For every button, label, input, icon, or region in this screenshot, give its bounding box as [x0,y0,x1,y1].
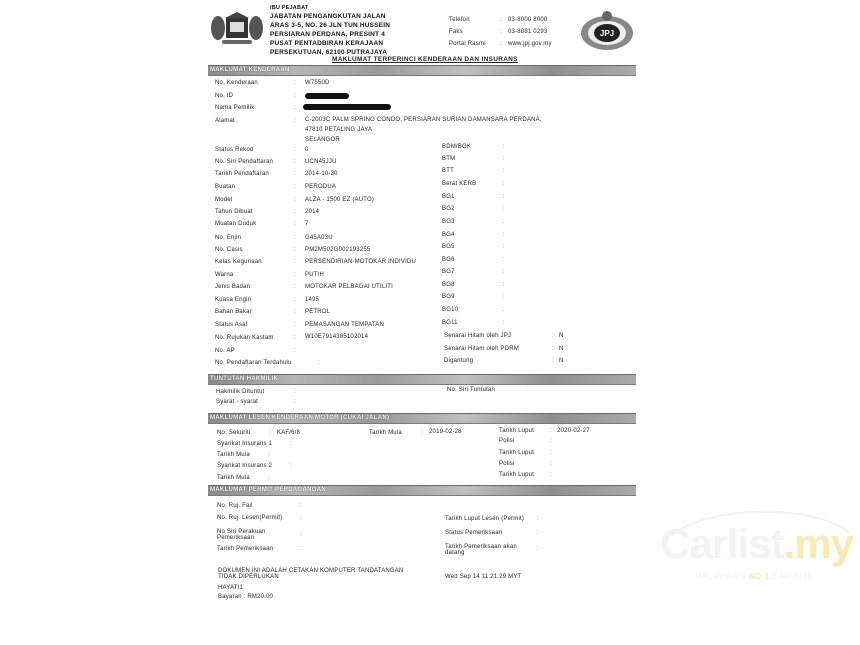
roadtax-expiry-date: 2020-02-27 [557,428,590,434]
field-label: Buatan [215,184,236,190]
field-value: PERSENDIRIAN-MOTOKAR INDIVIDU [305,259,417,265]
section-title: MAKLUMAT PERMIT PERDAGANGAN [210,487,326,493]
contact-value: www.jpj.gov.my [508,41,552,47]
suspended-value: N [559,358,564,364]
field-label: No. ID [215,93,234,99]
tagline-suffix: CAR SITE [772,572,814,581]
colon: : [290,441,292,447]
field-label: No. Siri Tuntutan [447,387,496,393]
field-label: Tarikh Mula [217,452,250,458]
svg-text:JPJ: JPJ [599,29,615,38]
field-label: No. Rujukan Kastam [215,335,274,341]
security-number: KAF/6/8 [277,430,301,436]
field-label: Tarikh Mula [369,430,402,436]
office-address [270,5,390,57]
colon: : [294,105,296,111]
field-value: ALZA - 1500 EZ (AUTO) [305,197,375,203]
colon: : [269,430,271,436]
roadtax-start-date: 2019-02-28 [429,429,462,435]
colon: : [503,269,505,275]
field-label: BTM [442,156,456,162]
field-label: Model [215,197,233,203]
address-line: SELANGOR [305,137,340,143]
field-label: Status Pemeriksaan [445,530,503,536]
colon: : [294,80,296,86]
field-label: BG6 [442,257,455,263]
colon: : [294,272,296,278]
office-line: IBU PEJABAT [270,5,309,11]
colon: : [300,503,302,509]
tagline-highlight: NO.1 [749,572,770,581]
colon: : [294,184,296,190]
field-label: Berat KERB [442,181,477,187]
watermark-tagline [695,572,813,581]
colon: : [294,322,296,328]
colon: : [537,516,539,522]
colon: : [552,333,554,339]
colon: : [550,450,552,456]
colon: : [294,247,296,253]
colon: : [503,181,505,187]
field-label: Syarikat Insurans 1 [217,441,273,447]
field-label: Tarikh Pemeriksaan [217,546,274,552]
field-value: MOTOKAR PELBAGAI UTILITI [305,284,394,290]
section-header-claims [208,374,636,385]
field-label: BG8 [442,282,455,288]
field-label: No. AP [215,348,235,354]
field-label: Bahan Bakar [215,309,252,315]
field-label: Nama Pemilik [215,105,255,111]
colon: : [294,348,296,354]
address-line: 47810 PETALING JAYA [305,127,373,133]
colon: : [550,428,552,434]
document-title: MAKLUMAT TERPERINCI KENDERAAN DAN INSURANS [332,56,518,63]
field-label: BG2 [442,206,455,212]
blacklist-jpj-value: N [559,333,564,339]
blacklist-pdrm-value: N [559,346,564,352]
colon: : [294,259,296,265]
watermark-brand [660,520,853,568]
field-label: No. Kenderaan [215,80,258,86]
colon: : [537,530,539,536]
field-label: No. Pendaftaran Terdahulu [215,360,292,366]
address-line: C-2003C PALM SPRING CONDO, PERSIARAN SURIAN DAMANSARA PERDANA, [305,117,542,123]
field-label: BTT [442,168,454,174]
colon: : [294,284,296,290]
footer-notice: DOKUMEN INI ADALAH CETAKAN KOMPUTER TANDATANGAN [218,568,404,574]
malaysia-coat-of-arms-icon [208,10,266,48]
tagline-prefix: MALAYSIA'S [695,572,747,581]
field-label: BG11 [442,320,458,326]
contact-value: 03-8881 0293 [508,29,548,35]
field-value: 1495 [305,297,320,303]
colon: : [537,546,539,552]
section-title: MAKLUMAT KENDERAAN [210,67,290,73]
colon: : [500,41,502,47]
field-label: Kuasa Engin [215,297,252,303]
field-value: PERODUA [305,184,337,190]
colon: : [300,532,302,538]
field-label: Tarikh Luput [499,472,535,478]
colon: : [294,221,296,227]
field-label: Syarat - syarat [216,399,259,405]
field-label: Hakmilik Dituntut [216,389,265,395]
blacklist-jpj-label: Senarai Hitam oleh JPJ [444,333,512,339]
office-line: PERSIARAN PERDANA, PRESINT 4 [270,31,386,38]
colon: : [550,472,552,478]
field-label: Muatan Duduk [215,221,257,227]
colon: : [294,335,296,341]
colon: : [550,461,552,467]
colon: : [421,430,423,436]
field-value: 0 [305,147,309,153]
field-label: Syarikat Insurans 2 [217,463,273,469]
field-label: No. Ruj. Lesen(Permit) [217,515,283,521]
colon: : [552,346,554,352]
suspended-label: Digantung [444,358,474,364]
field-label: No. Casis [215,247,243,253]
field-label: Tarikh Pendaftaran [215,171,269,177]
field-value: G45A03U [305,235,333,241]
colon: : [503,194,505,200]
footer-notice: TIDAK DIPERLUKAN [218,574,279,580]
field-label: No. Siri Pendaftaran [215,159,274,165]
colon: : [503,244,505,250]
field-label: Tarikh Pemeriksaan akan datang [445,544,517,556]
colon: : [294,209,296,215]
colon: : [294,171,296,177]
colon: : [294,235,296,241]
field-label: Tarikh Luput Lesen (Permit) [445,516,525,522]
colon: : [290,463,292,469]
section-title: MAKLUMAT LESEN KENDERAAN MOTOR (CUKAI JALAN) [210,415,390,421]
field-label: No. Sekuriti [217,430,251,436]
field-label: Polisi [499,461,515,467]
colon: : [294,399,296,405]
colon: : [503,144,505,150]
blacklist-pdrm-label: Senarai Hitam oleh PDRM [444,346,519,352]
field-label: No. Enjin [215,235,242,241]
field-value: PETROL [305,309,331,315]
field-value: UCN45JJU [305,159,337,165]
field-label: BDM/BGK [442,144,472,150]
jpj-emblem-icon [578,10,636,52]
colon: : [318,360,320,366]
field-label: BG3 [442,219,455,225]
colon: : [550,438,552,444]
field-label: Status Asal [215,322,248,328]
printed-by-user: HAYATI1 [218,585,244,591]
colon: : [503,257,505,263]
colon: : [503,156,505,162]
field-label: BG1 [442,194,455,200]
colon: : [503,307,505,313]
field-label: BG7 [442,269,455,275]
field-label: Jenis Badan [215,284,251,290]
field-label: Alamat [215,118,235,124]
section-header-permit [208,485,636,496]
field-value: 7 [305,221,309,227]
field-value: PM2M502G002193255 [305,247,371,253]
colon: : [294,118,296,124]
colon: : [294,309,296,315]
payment-amount: Bayaran : RM20.00 [218,594,274,600]
office-line: PERSEKUTUAN, 62100 PUTRAJAYA [270,49,388,56]
colon: : [503,282,505,288]
field-label: Polisi [499,438,515,444]
colon: : [500,17,502,23]
field-label: Kelas Kegunaan [215,259,262,265]
section-title: TUNTUTAN HAKMILIK [210,376,279,382]
contact-label: Telefon [449,17,470,23]
brand-main: Carlist [660,520,784,567]
field-label: BG10 [442,307,459,313]
brand-tld: .my [783,520,854,567]
redacted-id [305,93,349,99]
carlist-watermark [655,520,855,590]
colon: : [526,387,528,393]
colon: : [294,147,296,153]
office-line: ARAS 3-5, NO. 26 JLN TUN HUSSEIN [270,22,391,29]
print-timestamp: Wed Sep 14 11:21:29 MYT [445,574,522,580]
colon: : [500,29,502,35]
field-label: Tahun Dibuat [215,209,253,215]
office-line: PUSAT PENTADBIRAN KERAJAAN [270,40,384,47]
colon: : [503,232,505,238]
field-value: PUTIH [305,272,324,278]
colon: : [503,294,505,300]
field-value: 2014 [305,209,320,215]
field-label: Tarikh Luput [499,428,535,434]
colon: : [503,320,505,326]
colon: : [268,475,270,481]
field-value: 2014-10-30 [305,171,338,177]
contact-value: 03-8000 8000 [508,17,548,23]
field-value: W10E7914385102014 [305,334,369,340]
colon: : [294,297,296,303]
field-label: No Siri Perakuan Pemeriksaan [217,529,266,541]
contact-label: Faks [449,29,463,35]
field-label: BG5 [442,244,455,250]
vehicle-number: W7550D [305,80,330,86]
colon: : [552,358,554,364]
field-label: Status Rekod [215,147,254,153]
colon: : [294,389,296,395]
field-label: Tarikh Luput [499,450,535,456]
field-value: PEMASANGAN TEMPATAN [305,322,385,328]
field-label: No. Ruj. Fail [217,503,253,509]
section-header-vehicle [208,65,636,76]
redacted-owner-name [303,104,391,110]
colon: : [300,515,302,521]
colon: : [268,452,270,458]
field-label: Tarikh Mula [217,475,250,481]
office-line: JABATAN PENGANGKUTAN JALAN [270,13,386,20]
colon: : [294,93,296,99]
field-label: BG4 [442,232,455,238]
contact-label: Portal Rasmi [449,41,486,47]
colon: : [300,546,302,552]
colon: : [294,159,296,165]
colon: : [503,219,505,225]
field-label: BG9 [442,294,455,300]
colon: : [294,197,296,203]
colon: : [503,168,505,174]
section-header-license [208,413,636,424]
field-label: Warna [215,272,234,278]
colon: : [503,206,505,212]
